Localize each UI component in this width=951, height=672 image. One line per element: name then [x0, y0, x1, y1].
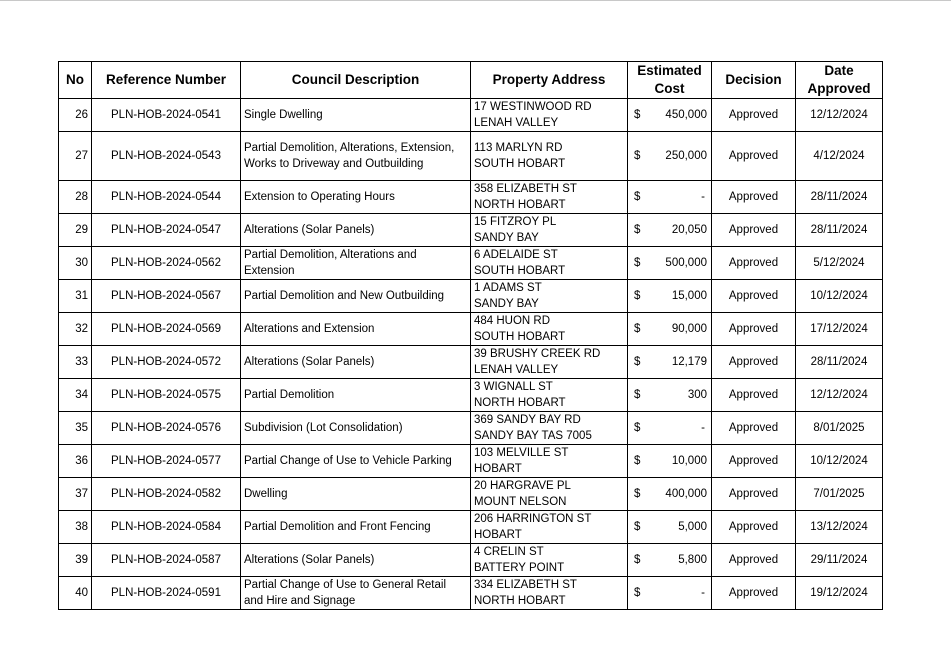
cell-no: 35	[59, 412, 92, 445]
currency-symbol: $	[634, 323, 641, 335]
cell-estimated-cost	[628, 379, 712, 412]
cell-council-description: Partial Demolition	[241, 379, 471, 412]
cell-reference-number: PLN-HOB-2024-0576	[92, 412, 241, 445]
currency-symbol: $	[634, 422, 641, 434]
cell-decision: Approved	[712, 412, 796, 445]
cell-no: 31	[59, 280, 92, 313]
currency-symbol: $	[634, 554, 641, 566]
address-street: 1 ADAMS ST	[474, 282, 542, 294]
cell-council-description: Partial Demolition, Alterations and Extension	[241, 247, 471, 280]
cell-estimated-cost	[628, 99, 712, 132]
table-row	[59, 214, 883, 247]
cell-reference-number: PLN-HOB-2024-0569	[92, 313, 241, 346]
cell-no: 33	[59, 346, 92, 379]
cell-date-approved: 28/11/2024	[796, 346, 883, 379]
cell-reference-number: PLN-HOB-2024-0575	[92, 379, 241, 412]
cell-date-approved: 5/12/2024	[796, 247, 883, 280]
cell-property-address	[471, 313, 628, 346]
address-street: 3 WIGNALL ST	[474, 381, 553, 393]
cost-amount: 250,000	[665, 150, 707, 162]
cell-date-approved: 8/01/2025	[796, 412, 883, 445]
cell-property-address	[471, 445, 628, 478]
cell-estimated-cost	[628, 346, 712, 379]
cell-decision: Approved	[712, 280, 796, 313]
cell-reference-number: PLN-HOB-2024-0587	[92, 544, 241, 577]
header-council-description: Council Description	[241, 62, 471, 99]
address-street: 39 BRUSHY CREEK RD	[474, 348, 601, 360]
cell-decision: Approved	[712, 511, 796, 544]
cell-council-description: Partial Demolition, Alterations, Extension, Works to Driveway and Outbuilding	[241, 132, 471, 181]
cell-estimated-cost	[628, 445, 712, 478]
cell-no: 40	[59, 577, 92, 610]
cell-no: 27	[59, 132, 92, 181]
cell-no: 32	[59, 313, 92, 346]
cell-property-address	[471, 379, 628, 412]
header-decision: Decision	[712, 62, 796, 99]
cell-council-description: Partial Demolition and Front Fencing	[241, 511, 471, 544]
cell-council-description: Single Dwelling	[241, 99, 471, 132]
cell-reference-number: PLN-HOB-2024-0584	[92, 511, 241, 544]
cell-date-approved: 17/12/2024	[796, 313, 883, 346]
cost-amount: -	[701, 422, 705, 434]
address-suburb: LENAH VALLEY	[474, 364, 559, 376]
address-street: 358 ELIZABETH ST	[474, 183, 577, 195]
cell-no: 38	[59, 511, 92, 544]
cell-estimated-cost	[628, 214, 712, 247]
cell-property-address	[471, 99, 628, 132]
address-suburb: SOUTH HOBART	[474, 265, 566, 277]
address-suburb: NORTH HOBART	[474, 397, 566, 409]
cell-property-address	[471, 132, 628, 181]
cost-amount: 400,000	[665, 488, 707, 500]
cell-council-description: Partial Change of Use to General Retail and Hire and Signage	[241, 577, 471, 610]
currency-symbol: $	[634, 356, 641, 368]
cost-amount: 10,000	[671, 455, 707, 467]
cell-no: 26	[59, 99, 92, 132]
currency-symbol: $	[634, 150, 641, 162]
cell-estimated-cost	[628, 511, 712, 544]
cell-council-description: Alterations (Solar Panels)	[241, 214, 471, 247]
cell-date-approved: 10/12/2024	[796, 445, 883, 478]
table-row	[59, 132, 883, 181]
currency-symbol: $	[634, 488, 641, 500]
table-row	[59, 511, 883, 544]
cost-amount: 5,000	[678, 521, 707, 533]
cell-decision: Approved	[712, 379, 796, 412]
cell-date-approved: 28/11/2024	[796, 181, 883, 214]
cell-reference-number: PLN-HOB-2024-0541	[92, 99, 241, 132]
table-row	[59, 379, 883, 412]
currency-symbol: $	[634, 257, 641, 269]
cost-amount: 15,000	[671, 290, 707, 302]
cell-no: 37	[59, 478, 92, 511]
address-street: 334 ELIZABETH ST	[474, 579, 577, 591]
address-suburb: HOBART	[474, 529, 522, 541]
cost-amount: 500,000	[665, 257, 707, 269]
cell-estimated-cost	[628, 544, 712, 577]
table-row	[59, 313, 883, 346]
cell-decision: Approved	[712, 313, 796, 346]
address-suburb: HOBART	[474, 463, 522, 475]
address-suburb: NORTH HOBART	[474, 199, 566, 211]
header-property-address: Property Address	[471, 62, 628, 99]
cell-reference-number: PLN-HOB-2024-0544	[92, 181, 241, 214]
cell-no: 39	[59, 544, 92, 577]
address-suburb: SANDY BAY TAS 7005	[474, 430, 592, 442]
cell-reference-number: PLN-HOB-2024-0547	[92, 214, 241, 247]
cell-decision: Approved	[712, 132, 796, 181]
cell-council-description: Alterations (Solar Panels)	[241, 346, 471, 379]
planning-approvals-table	[58, 61, 883, 610]
address-suburb: NORTH HOBART	[474, 595, 566, 607]
cell-council-description: Extension to Operating Hours	[241, 181, 471, 214]
cell-property-address	[471, 280, 628, 313]
cell-council-description: Partial Demolition and New Outbuilding	[241, 280, 471, 313]
cost-amount: 300	[687, 389, 707, 401]
cell-estimated-cost	[628, 247, 712, 280]
cell-no: 28	[59, 181, 92, 214]
cell-date-approved: 29/11/2024	[796, 544, 883, 577]
cell-estimated-cost	[628, 280, 712, 313]
cell-reference-number: PLN-HOB-2024-0577	[92, 445, 241, 478]
cell-no: 36	[59, 445, 92, 478]
currency-symbol: $	[634, 290, 641, 302]
cost-amount: -	[701, 587, 705, 599]
header-estimated-cost: Estimated Cost	[628, 62, 712, 99]
cell-reference-number: PLN-HOB-2024-0543	[92, 132, 241, 181]
address-street: 369 SANDY BAY RD	[474, 414, 581, 426]
cell-date-approved: 12/12/2024	[796, 379, 883, 412]
cell-date-approved: 7/01/2025	[796, 478, 883, 511]
header-reference-number: Reference Number	[92, 62, 241, 99]
cell-decision: Approved	[712, 247, 796, 280]
page-top-border	[0, 0, 951, 1]
cell-property-address	[471, 511, 628, 544]
table-row	[59, 99, 883, 132]
cell-reference-number: PLN-HOB-2024-0572	[92, 346, 241, 379]
cell-property-address	[471, 544, 628, 577]
cell-property-address	[471, 181, 628, 214]
address-suburb: SANDY BAY	[474, 232, 539, 244]
cell-estimated-cost	[628, 412, 712, 445]
address-street: 103 MELVILLE ST	[474, 447, 569, 459]
cell-council-description: Subdivision (Lot Consolidation)	[241, 412, 471, 445]
cell-date-approved: 12/12/2024	[796, 99, 883, 132]
cost-amount: 12,179	[671, 356, 707, 368]
cell-decision: Approved	[712, 99, 796, 132]
cell-decision: Approved	[712, 478, 796, 511]
header-no: No	[59, 62, 92, 99]
cost-amount: 90,000	[671, 323, 707, 335]
address-street: 113 MARLYN RD	[474, 142, 563, 154]
cost-amount: 20,050	[671, 224, 707, 236]
cell-reference-number: PLN-HOB-2024-0591	[92, 577, 241, 610]
table-row	[59, 181, 883, 214]
table-row	[59, 577, 883, 610]
cell-decision: Approved	[712, 445, 796, 478]
cell-estimated-cost	[628, 181, 712, 214]
cell-reference-number: PLN-HOB-2024-0567	[92, 280, 241, 313]
cell-council-description: Alterations (Solar Panels)	[241, 544, 471, 577]
cell-estimated-cost	[628, 478, 712, 511]
table-row	[59, 412, 883, 445]
cell-date-approved: 10/12/2024	[796, 280, 883, 313]
currency-symbol: $	[634, 109, 641, 121]
address-street: 484 HUON RD	[474, 315, 551, 327]
address-suburb: LENAH VALLEY	[474, 117, 559, 129]
cost-amount: -	[701, 191, 705, 203]
header-row	[59, 62, 883, 99]
cell-property-address	[471, 478, 628, 511]
address-street: 20 HARGRAVE PL	[474, 480, 571, 492]
cell-property-address	[471, 214, 628, 247]
cell-estimated-cost	[628, 132, 712, 181]
currency-symbol: $	[634, 587, 641, 599]
cell-decision: Approved	[712, 214, 796, 247]
cell-reference-number: PLN-HOB-2024-0582	[92, 478, 241, 511]
address-street: 15 FITZROY PL	[474, 216, 557, 228]
cell-no: 30	[59, 247, 92, 280]
address-suburb: MOUNT NELSON	[474, 496, 567, 508]
cell-estimated-cost	[628, 313, 712, 346]
table-row	[59, 247, 883, 280]
cell-decision: Approved	[712, 577, 796, 610]
cell-property-address	[471, 412, 628, 445]
address-suburb: SANDY BAY	[474, 298, 539, 310]
address-street: 206 HARRINGTON ST	[474, 513, 592, 525]
currency-symbol: $	[634, 521, 641, 533]
cell-property-address	[471, 577, 628, 610]
currency-symbol: $	[634, 224, 641, 236]
cell-date-approved: 4/12/2024	[796, 132, 883, 181]
cell-decision: Approved	[712, 544, 796, 577]
cost-amount: 450,000	[665, 109, 707, 121]
cell-estimated-cost	[628, 577, 712, 610]
address-suburb: SOUTH HOBART	[474, 331, 566, 343]
cell-no: 34	[59, 379, 92, 412]
address-street: 4 CRELIN ST	[474, 546, 544, 558]
currency-symbol: $	[634, 455, 641, 467]
table-row	[59, 544, 883, 577]
cell-date-approved: 13/12/2024	[796, 511, 883, 544]
currency-symbol: $	[634, 191, 641, 203]
table-row	[59, 280, 883, 313]
cell-council-description: Partial Change of Use to Vehicle Parking	[241, 445, 471, 478]
cell-council-description: Dwelling	[241, 478, 471, 511]
table-row	[59, 346, 883, 379]
cell-property-address	[471, 247, 628, 280]
currency-symbol: $	[634, 389, 641, 401]
table-row	[59, 445, 883, 478]
header-date-approved: Date Approved	[796, 62, 883, 99]
address-street: 17 WESTINWOOD RD	[474, 101, 592, 113]
address-street: 6 ADELAIDE ST	[474, 249, 558, 261]
cell-property-address	[471, 346, 628, 379]
cell-decision: Approved	[712, 346, 796, 379]
cell-no: 29	[59, 214, 92, 247]
cell-date-approved: 28/11/2024	[796, 214, 883, 247]
cell-council-description: Alterations and Extension	[241, 313, 471, 346]
address-suburb: BATTERY POINT	[474, 562, 565, 574]
cell-date-approved: 19/12/2024	[796, 577, 883, 610]
table-row	[59, 478, 883, 511]
cost-amount: 5,800	[678, 554, 707, 566]
cell-decision: Approved	[712, 181, 796, 214]
address-suburb: SOUTH HOBART	[474, 158, 566, 170]
cell-reference-number: PLN-HOB-2024-0562	[92, 247, 241, 280]
